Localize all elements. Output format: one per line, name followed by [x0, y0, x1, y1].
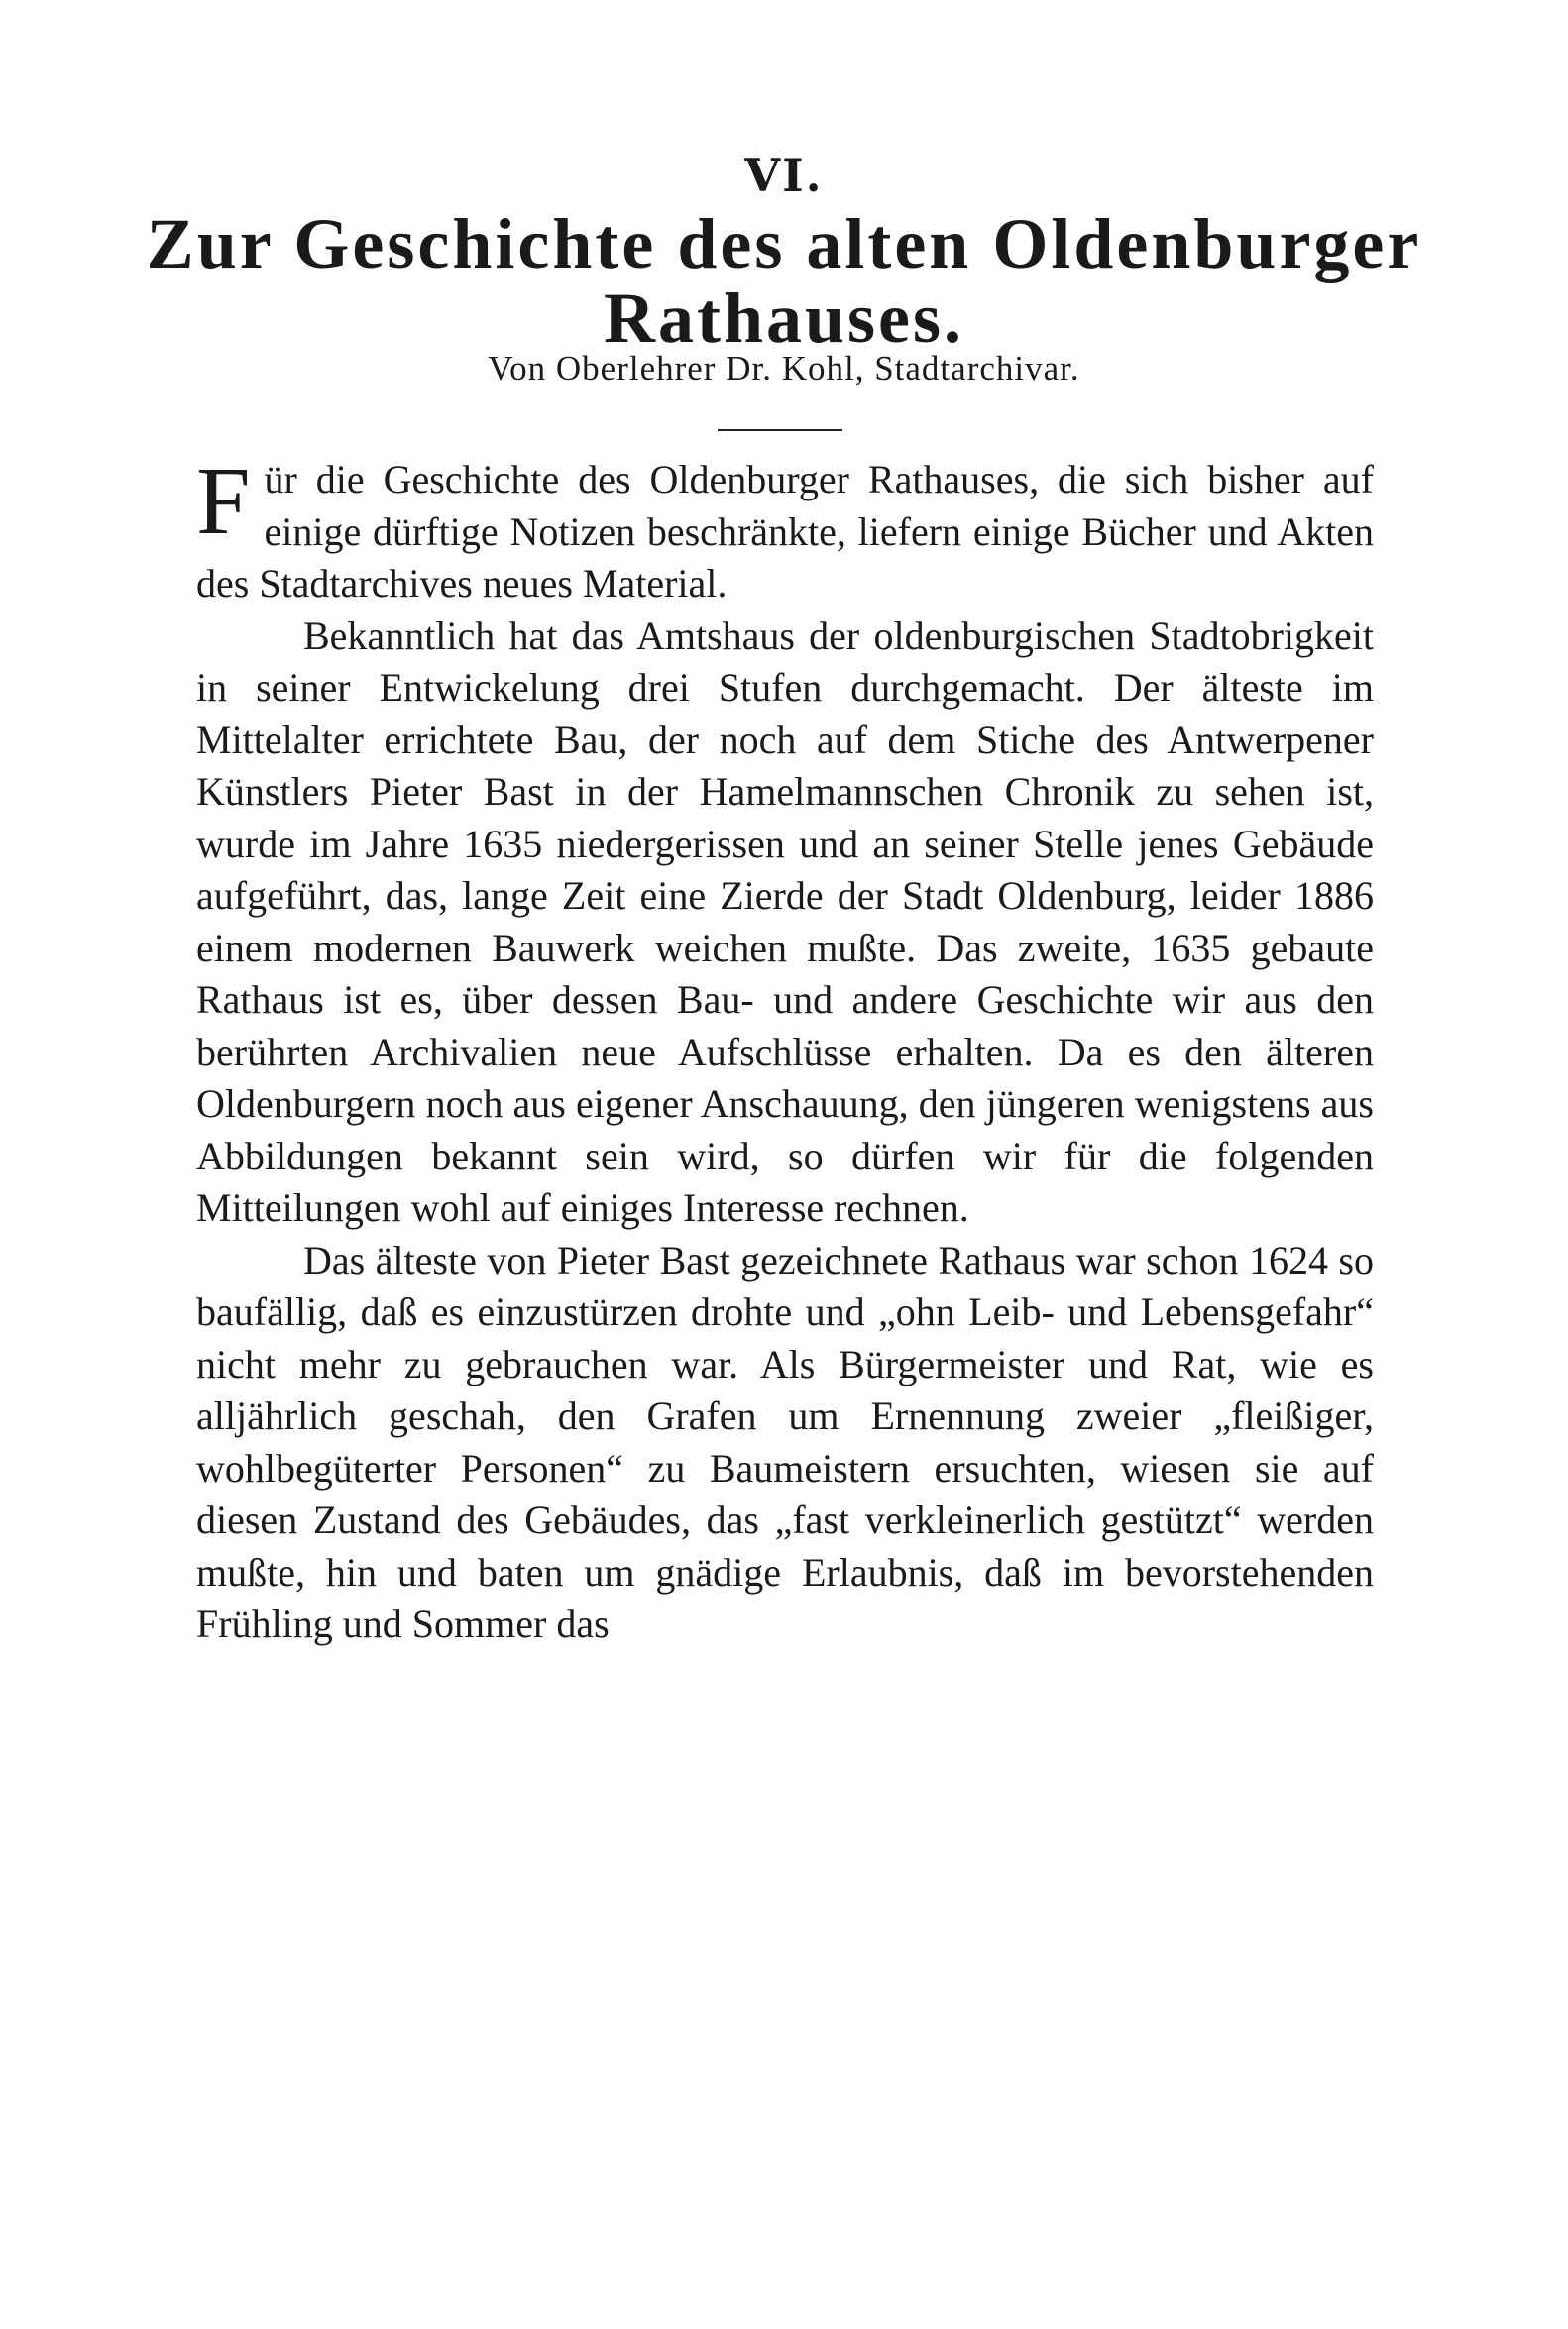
section-divider — [718, 429, 842, 431]
author-byline: Von Oberlehrer Dr. Kohl, Stadtarchivar. — [488, 349, 1080, 388]
paragraph-1-text: ür die Geschichte des Oldenburger Rathauses, die sich bisher auf einige dürftige Notizen beschränkte, liefern einige Bücher und Akten des Stadtarchives neues Material. — [196, 457, 1374, 606]
chapter-title-line-2: Rathauses. — [603, 278, 965, 358]
drop-cap: F — [196, 448, 251, 555]
paragraph-2: Bekanntlich hat das Amtshaus der oldenburgischen Stadtobrigkeit in seiner Entwickelung drei Stufen durchgemacht. Der älteste im Mittelalter errichtete Bau, der noch auf dem Stiche des Antwerpener Künstlers Pieter Bast in der Hamelmannschen Chronik zu sehen ist, wurde im Jahre 1635 niedergerissen und an seiner Stelle jenes Gebäude aufgeführt, das, lange Zeit eine Zierde der Stadt Oldenburg, leider 1886 einem modernen Bauwerk weichen mußte. Das zweite, 1635 gebaute Rathaus ist es, über dessen Bau- und andere Geschichte wir aus den berührten Archivalien neue Aufschlüsse erhalten. Da es den älteren Oldenburgern noch aus eigener Anschauung, den jüngeren wenigstens aus Abbildungen bekannt sein wird, so dürfen wir für die folgenden Mitteilungen wohl auf einiges Interesse rechnen. — [196, 612, 1374, 1230]
paragraph-3: Das älteste von Pieter Bast gezeichnete Rathaus war schon 1624 so baufällig, daß es einzustürzen drohte und „ohn Leib- und Lebensgefahr“ nicht mehr zu gebrauchen war. Als Bürgermeister und Rat, wie es alljährlich geschah, den Grafen um Ernennung zweier „fleißiger, wohlbegüterter Personen“ zu Baumeistern ersuchten, wiesen sie auf diesen Zustand des Gebäudes, das „fast verkleinerlich gestützt“ werden mußte, hin und baten um gnädige Erlaubnis, daß im bevorstehenden Frühling und Sommer das — [196, 1237, 1374, 1646]
paragraph-1 — [196, 448, 1374, 610]
body-text — [196, 448, 1374, 1651]
chapter-number: VI. — [744, 149, 824, 202]
chapter-title-line-1: Zur Geschichte des alten Oldenburger — [146, 204, 1422, 283]
